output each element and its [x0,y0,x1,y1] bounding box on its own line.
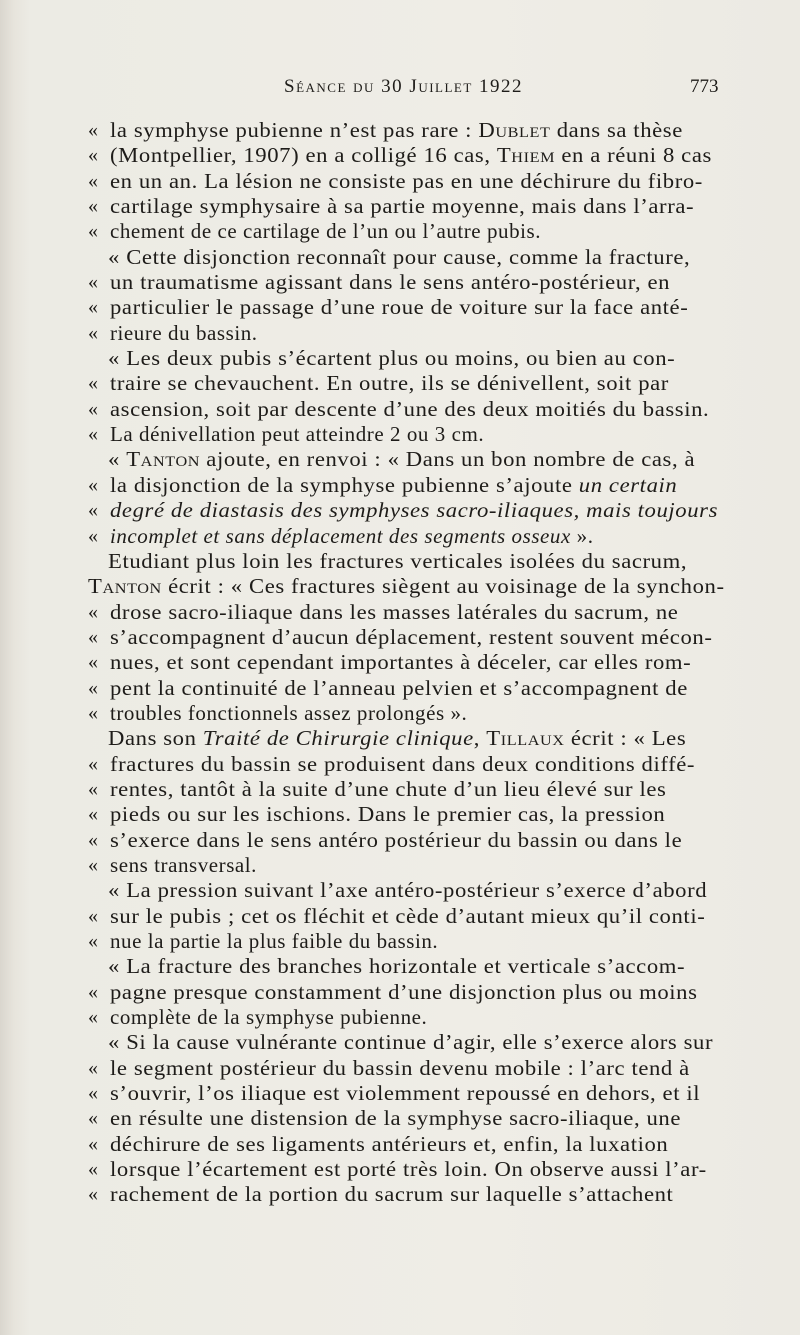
line-text: pent la continuité de l’anneau pelvien et s’accompagnent de [110,675,688,700]
quote-mark: « [88,473,98,496]
line-text: nues, et sont cependant importantes à déceler, car elles rom- [110,650,692,675]
text-line [0,524,800,549]
text-line [0,878,800,903]
line-text: (Montpellier, 1907) en a colligé 16 cas, Thiem en a réuni 8 cas [110,143,712,168]
text-line [0,346,800,371]
line-text: degré de diastasis des symphyses sacro-iliaques, mais toujours [110,498,719,523]
text-line [0,625,800,650]
text-line [0,828,800,853]
quote-mark: « [88,1006,98,1029]
text-line [0,1157,800,1182]
line-text: sens transversal. [110,852,257,877]
line-text: rentes, tantôt à la suite d’une chute d’un lieu élevé sur les [110,776,667,801]
line-text: Dans son Traité de Chirurgie clinique, Tillaux écrit : « Les [108,726,687,751]
quote-mark: « [88,195,98,218]
line-text: s’accompagnent d’aucun déplacement, restent souvent mécon- [110,624,713,649]
line-text: « Les deux pubis s’écartent plus ou moins, ou bien au con- [108,346,676,371]
line-text: lorsque l’écartement est porté très loin. On observe aussi l’ar- [110,1157,707,1182]
text-line [0,1081,800,1106]
quote-mark: « [88,1056,98,1079]
text-line [0,169,800,194]
quote-mark: « [88,1132,98,1155]
line-text: ascension, soit par descente d’une des deux moitiés du bassin. [110,396,710,421]
line-text: fractures du bassin se produisent dans deux conditions diffé- [110,751,696,776]
text-line [0,549,800,574]
line-text: en un an. La lésion ne consiste pas en une déchirure du fibro- [110,168,703,193]
quote-mark: « [88,1107,98,1130]
text-line [0,574,800,599]
text-line [0,219,800,244]
text-line [0,726,800,751]
text-line [0,473,800,498]
text-line [0,1056,800,1081]
line-text: chement de ce cartilage de l’un ou l’autre pubis. [110,219,542,244]
line-text: Tanton écrit : « Ces fractures siègent au voisinage de la synchon- [88,574,725,599]
line-text: rieure du bassin. [110,320,258,345]
text-line [0,143,800,168]
text-line [0,194,800,219]
quote-mark: « [88,930,98,952]
quote-mark: « [88,119,98,141]
line-text: un traumatisme agissant dans le sens antéro-postérieur, en [110,270,671,295]
quote-mark: « [88,853,98,876]
text-line [0,118,800,143]
text-line [0,1182,800,1207]
text-line [0,1106,800,1131]
text-line [0,752,800,777]
text-line [0,954,800,979]
line-text: cartilage symphysaire à sa partie moyenne, mais dans l’arra- [110,194,695,219]
line-text: pagne presque constamment d’une disjonction plus ou moins [110,979,698,1004]
line-text: incomplet et sans déplacement des segments osseux ». [110,523,594,548]
text-line [0,270,800,295]
quote-mark: « [88,1183,98,1206]
line-text: « Tanton ajoute, en renvoi : « Dans un bon nombre de cas, à [108,447,696,472]
quote-mark: « [88,752,98,775]
quote-mark: « [88,397,98,420]
text-line [0,447,800,472]
body-text [0,118,800,1208]
quote-mark: « [88,423,98,446]
quote-mark: « [88,169,98,192]
line-text: La dénivellation peut atteindre 2 ou 3 cm. [110,422,485,447]
text-line [0,777,800,802]
line-text: troubles fonctionnels assez prolongés ». [110,700,468,725]
text-line [0,701,800,726]
quote-mark: « [88,372,98,395]
text-line [0,676,800,701]
quote-mark: « [88,676,98,699]
line-text: sur le pubis ; cet os fléchit et cède d’autant mieux qu’il conti- [110,903,706,928]
text-line [0,904,800,929]
quote-mark: « [88,220,98,243]
quote-mark: « [88,777,98,800]
text-line [0,295,800,320]
text-line [0,980,800,1005]
text-line [0,1030,800,1055]
quote-mark: « [88,600,98,623]
line-text: la symphyse pubienne n’est pas rare : Dublet dans sa thèse [110,118,683,142]
quote-mark: « [88,321,98,344]
quote-mark: « [88,271,98,294]
text-line [0,1005,800,1030]
line-text: « La pression suivant l’axe antéro-postérieur s’exerce d’abord [108,878,708,903]
text-line [0,422,800,447]
line-text: traire se chevauchent. En outre, ils se dénivellent, soit par [110,371,669,396]
text-line [0,397,800,422]
quote-mark: « [88,1082,98,1105]
text-line [0,371,800,396]
quote-mark: « [88,625,98,648]
text-line [0,929,800,954]
text-line [0,245,800,270]
quote-mark: « [88,499,98,522]
quote-mark: « [88,524,98,547]
text-line [0,802,800,827]
quote-mark: « [88,296,98,319]
quote-mark: « [88,651,98,674]
line-text: rachement de la portion du sacrum sur laquelle s’attachent [110,1182,674,1207]
quote-mark: « [88,803,98,826]
quote-mark: « [88,980,98,1003]
quote-mark: « [88,904,98,927]
line-text: drose sacro-iliaque dans les masses latérales du sacrum, ne [110,599,679,624]
line-text: pieds ou sur les ischions. Dans le premier cas, la pression [110,802,666,827]
line-text: nue la partie la plus faible du bassin. [110,929,439,953]
page-header [0,76,800,106]
page-number: 773 [690,76,719,97]
line-text: s’exerce dans le sens antéro postérieur du bassin ou dans le [110,827,683,852]
quote-mark: « [88,828,98,851]
line-text: la disjonction de la symphyse pubienne s’ajoute un certain [110,472,678,497]
quote-mark: « [88,144,98,167]
line-text: particulier le passage d’une roue de voiture sur la face anté- [110,295,689,320]
text-line [0,600,800,625]
running-head: Séance du 30 Juillet 1922 [284,76,524,97]
line-text: « Cette disjonction reconnaît pour cause, comme la fracture, [108,244,691,269]
line-text: s’ouvrir, l’os iliaque est violemment repoussé en dehors, et il [110,1081,701,1106]
quote-mark: « [88,701,98,724]
line-text: le segment postérieur du bassin devenu mobile : l’arc tend à [110,1055,690,1080]
line-text: déchirure de ses ligaments antérieurs et, enfin, la luxation [110,1131,669,1156]
text-line [0,650,800,675]
line-text: en résulte une distension de la symphyse sacro-iliaque, une [110,1106,682,1131]
text-line [0,1132,800,1157]
text-line [0,321,800,346]
quote-mark: « [88,1158,98,1181]
line-text: Etudiant plus loin les fractures verticales isolées du sacrum, [108,548,688,573]
line-text: « Si la cause vulnérante continue d’agir, elle s’exerce alors sur [108,1030,714,1055]
text-line [0,498,800,523]
text-line [0,853,800,878]
line-text: « La fracture des branches horizontale et verticale s’accom- [108,954,686,979]
line-text: complète de la symphyse pubienne. [110,1005,428,1030]
